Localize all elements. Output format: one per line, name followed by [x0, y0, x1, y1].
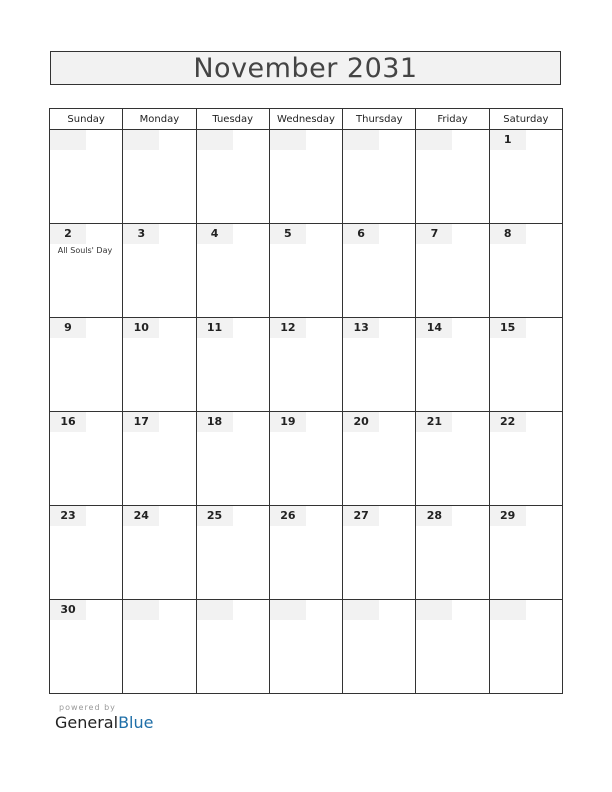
day-cell	[196, 130, 269, 224]
day-number: 14	[416, 318, 452, 338]
day-cell	[416, 318, 489, 412]
powered-by-label: powered by	[59, 703, 116, 712]
day-cell	[489, 224, 562, 318]
day-cell	[123, 412, 196, 506]
day-number: 25	[197, 506, 233, 526]
day-cell	[269, 506, 342, 600]
day-number: 3	[123, 224, 159, 244]
day-number: 7	[416, 224, 452, 244]
day-number: 30	[50, 600, 86, 620]
day-number	[123, 130, 159, 150]
day-number: 5	[270, 224, 306, 244]
day-cell	[269, 318, 342, 412]
day-number: 26	[270, 506, 306, 526]
day-cell	[123, 318, 196, 412]
logo-text-blue: Blue	[118, 713, 154, 732]
day-cell	[416, 412, 489, 506]
day-number: 8	[490, 224, 526, 244]
day-number	[197, 600, 233, 620]
day-cell	[196, 506, 269, 600]
day-number	[270, 600, 306, 620]
day-number: 9	[50, 318, 86, 338]
day-cell	[343, 130, 416, 224]
day-number	[123, 600, 159, 620]
day-number: 20	[343, 412, 379, 432]
day-cell	[269, 224, 342, 318]
day-cell	[50, 600, 123, 694]
day-number: 22	[490, 412, 526, 432]
day-number: 2	[50, 224, 86, 244]
calendar-grid	[49, 108, 563, 694]
day-cell	[269, 600, 342, 694]
week-row	[50, 412, 563, 506]
day-number: 10	[123, 318, 159, 338]
day-cell	[50, 318, 123, 412]
day-number	[343, 130, 379, 150]
day-cell	[343, 224, 416, 318]
day-number	[490, 600, 526, 620]
day-number: 18	[197, 412, 233, 432]
day-cell	[196, 224, 269, 318]
day-cell	[416, 224, 489, 318]
day-cell	[489, 600, 562, 694]
day-number	[270, 130, 306, 150]
day-cell	[50, 224, 123, 318]
calendar-title-box	[50, 51, 561, 85]
holiday-label: All Souls' Day	[57, 246, 113, 255]
generalblue-logo[interactable]	[55, 715, 153, 731]
day-cell	[489, 318, 562, 412]
day-number: 23	[50, 506, 86, 526]
day-cell	[123, 506, 196, 600]
day-cell	[50, 130, 123, 224]
day-cell	[489, 506, 562, 600]
weekday-header: Friday	[416, 109, 489, 130]
day-number	[197, 130, 233, 150]
day-number: 28	[416, 506, 452, 526]
weekday-header: Sunday	[50, 109, 123, 130]
day-cell	[269, 130, 342, 224]
day-cell	[416, 130, 489, 224]
day-number: 6	[343, 224, 379, 244]
week-row	[50, 224, 563, 318]
day-cell	[416, 506, 489, 600]
day-cell	[343, 506, 416, 600]
day-cell	[343, 318, 416, 412]
day-cell	[196, 318, 269, 412]
day-number: 4	[197, 224, 233, 244]
day-number	[50, 130, 86, 150]
day-number: 16	[50, 412, 86, 432]
logo-text-general: General	[55, 713, 119, 732]
day-number: 11	[197, 318, 233, 338]
day-cell	[416, 600, 489, 694]
weekday-header-row	[50, 109, 563, 130]
weekday-header: Thursday	[343, 109, 416, 130]
day-cell	[196, 600, 269, 694]
day-cell	[196, 412, 269, 506]
day-cell	[269, 412, 342, 506]
day-number: 19	[270, 412, 306, 432]
day-number: 15	[490, 318, 526, 338]
weekday-header: Tuesday	[196, 109, 269, 130]
day-number	[416, 600, 452, 620]
day-cell	[343, 412, 416, 506]
day-number: 24	[123, 506, 159, 526]
day-cell	[50, 412, 123, 506]
day-number: 21	[416, 412, 452, 432]
week-row	[50, 506, 563, 600]
weekday-header: Wednesday	[269, 109, 342, 130]
week-row	[50, 130, 563, 224]
day-cell	[489, 412, 562, 506]
weekday-header: Monday	[123, 109, 196, 130]
week-row	[50, 600, 563, 694]
day-number	[343, 600, 379, 620]
day-cell	[123, 600, 196, 694]
day-number: 17	[123, 412, 159, 432]
day-cell	[123, 130, 196, 224]
day-number: 13	[343, 318, 379, 338]
week-row	[50, 318, 563, 412]
weekday-header: Saturday	[489, 109, 562, 130]
day-number: 1	[490, 130, 526, 150]
day-number: 29	[490, 506, 526, 526]
day-cell	[343, 600, 416, 694]
day-cell	[50, 506, 123, 600]
day-number	[416, 130, 452, 150]
day-number: 27	[343, 506, 379, 526]
day-cell	[123, 224, 196, 318]
day-cell	[489, 130, 562, 224]
calendar-title: November 2031	[193, 52, 418, 84]
day-number: 12	[270, 318, 306, 338]
